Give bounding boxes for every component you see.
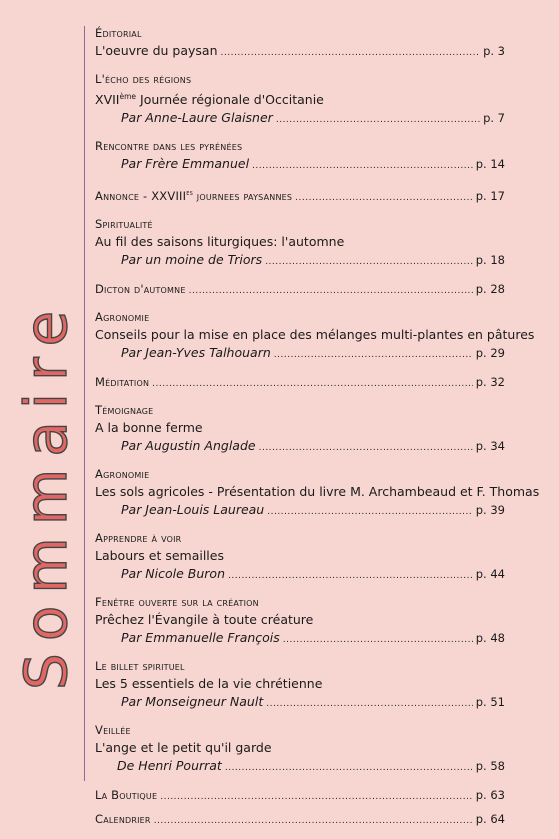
- section-rubric: Le billet spirituel: [95, 659, 185, 673]
- page-number: p. 58: [475, 759, 505, 773]
- vertical-title-text: Sommaire: [12, 298, 80, 690]
- toc-entry[interactable]: [95, 565, 505, 585]
- entry-author: Par Frère Emmanuel: [121, 156, 250, 171]
- toc-entry[interactable]: [95, 373, 505, 393]
- toc-section-calendrier: [95, 810, 505, 830]
- toc-section-editorial: [95, 25, 505, 62]
- dot-leader: [152, 375, 473, 393]
- toc-entry[interactable]: [95, 42, 505, 62]
- entry-title: Prêchez l'Évangile à toute créature: [95, 612, 314, 627]
- section-rubric: Dicton d'automne: [95, 282, 186, 296]
- entry-title-rest: Journée régionale d'Occitanie: [136, 92, 324, 107]
- entry-author: Par Nicole Buron: [121, 566, 225, 581]
- page-number: p. 32: [475, 375, 505, 389]
- toc-entry[interactable]: [95, 344, 505, 364]
- section-rubric: [95, 184, 292, 205]
- page-number: p. 14: [475, 157, 505, 171]
- dot-leader: [225, 759, 473, 777]
- dot-leader: [154, 812, 473, 830]
- toc-entry[interactable]: [95, 280, 505, 300]
- entry-author: Par un moine de Triors: [121, 252, 263, 267]
- table-of-contents: [95, 25, 540, 839]
- vertical-divider: [84, 26, 85, 781]
- toc-entry[interactable]: [95, 810, 505, 830]
- entry-title: L'oeuvre du paysan: [95, 43, 218, 58]
- section-rubric: Spiritualité: [95, 217, 153, 231]
- dot-leader: [228, 567, 473, 585]
- page-number: p. 44: [475, 567, 505, 581]
- toc-section-meditation: [95, 373, 505, 393]
- entry-author: Par Anne-Laure Glaisner: [121, 110, 273, 125]
- toc-entry[interactable]: [95, 155, 505, 175]
- section-rubric: Rencontre dans les pyrénées: [95, 139, 243, 153]
- page-number: p. 28: [475, 282, 505, 296]
- page-number: p. 51: [475, 695, 505, 709]
- toc-entry[interactable]: [95, 757, 505, 777]
- section-rubric: Éditorial: [95, 26, 142, 40]
- dot-leader: [276, 111, 480, 129]
- toc-entry[interactable]: [95, 437, 505, 457]
- page-number: p. 48: [475, 631, 505, 645]
- toc-entry[interactable]: [95, 629, 505, 649]
- section-rubric: Fenêtre ouverte sur la création: [95, 595, 259, 609]
- dot-leader: [221, 44, 481, 62]
- section-rubric: Méditation: [95, 375, 150, 389]
- toc-section-agronomie-2: [95, 466, 540, 521]
- section-rubric: Témoignage: [95, 403, 154, 417]
- entry-title: Labours et semailles: [95, 548, 224, 563]
- dot-leader: [295, 189, 473, 207]
- toc-entry[interactable]: [95, 251, 505, 271]
- entry-author: Par Monseigneur Nault: [121, 694, 264, 709]
- toc-section-apprendre-a-voir: [95, 530, 505, 585]
- toc-entry[interactable]: [95, 184, 505, 207]
- page-number: p. 3: [483, 44, 505, 58]
- toc-section-spiritualite: [95, 216, 505, 271]
- entry-title: Les 5 essentiels de la vie chrétienne: [95, 676, 323, 691]
- entry-title: A la bonne ferme: [95, 420, 203, 435]
- dot-leader: [267, 503, 473, 521]
- entry-title: [95, 88, 505, 109]
- entry-title: Au fil des saisons liturgiques: l'automne: [95, 234, 345, 249]
- toc-entry[interactable]: [95, 501, 505, 521]
- toc-section-dicton: [95, 280, 505, 300]
- section-rubric: L'écho des régions: [95, 72, 192, 86]
- toc-section-annonce: [95, 184, 505, 207]
- dot-leader: [259, 439, 473, 457]
- page-number: p. 39: [475, 503, 505, 517]
- dot-leader: [252, 157, 473, 175]
- toc-entry[interactable]: [95, 786, 505, 806]
- dot-leader: [283, 631, 473, 649]
- page-number: p. 18: [475, 253, 505, 267]
- dot-leader: [189, 282, 473, 300]
- section-rubric: La Boutique: [95, 788, 158, 802]
- entry-title-prefix: XVII: [95, 92, 120, 107]
- toc-section-veillee: [95, 722, 505, 777]
- toc-section-echo-des-regions: [95, 71, 505, 129]
- entry-title: Les sols agricoles - Présentation du livre M. Archambeaud et F. Thomas: [95, 484, 540, 499]
- dot-leader: [266, 695, 473, 713]
- toc-section-rencontre-pyrenees: [95, 138, 505, 175]
- entry-title: L'ange et le petit qu'il garde: [95, 740, 272, 755]
- section-rubric: Agronomie: [95, 467, 150, 481]
- section-rubric: Veillée: [95, 723, 131, 737]
- toc-section-billet-spirituel: [95, 658, 505, 713]
- section-rubric: Calendrier: [95, 812, 151, 826]
- entry-title: Conseils pour la mise en place des mélanges multi-plantes en pâtures: [95, 327, 535, 342]
- rubric-superscript: es: [186, 188, 193, 197]
- rubric-prefix: Annonce - XXVIII: [95, 189, 187, 203]
- dot-leader: [274, 346, 473, 364]
- page-number: p. 64: [475, 812, 505, 826]
- page-number: p. 34: [475, 439, 505, 453]
- entry-author: De Henri Pourrat: [117, 758, 222, 773]
- page-number: p. 7: [483, 111, 505, 125]
- entry-title-superscript: ème: [119, 92, 137, 101]
- toc-section-boutique: [95, 786, 505, 806]
- toc-section-fenetre-ouverte: [95, 594, 505, 649]
- rubric-rest: journees paysannes: [192, 189, 293, 203]
- entry-author: Par Jean-Louis Laureau: [121, 502, 265, 517]
- dot-leader: [265, 253, 473, 271]
- toc-section-temoignage: [95, 402, 505, 457]
- page-number: p. 29: [475, 346, 505, 360]
- dot-leader: [160, 788, 473, 806]
- section-rubric: Agronomie: [95, 310, 150, 324]
- vertical-title: [12, 90, 80, 700]
- section-rubric: Apprendre à voir: [95, 531, 182, 545]
- page-number: p. 17: [475, 189, 505, 203]
- page-number: p. 63: [475, 788, 505, 802]
- entry-author: Par Jean-Yves Talhouarn: [121, 345, 271, 360]
- toc-entry[interactable]: [95, 693, 505, 713]
- entry-author: Par Emmanuelle François: [121, 630, 280, 645]
- toc-section-agronomie-1: [95, 309, 535, 364]
- toc-entry[interactable]: [95, 109, 505, 129]
- entry-author: Par Augustin Anglade: [121, 438, 256, 453]
- vertical-title-graphic: [12, 90, 80, 700]
